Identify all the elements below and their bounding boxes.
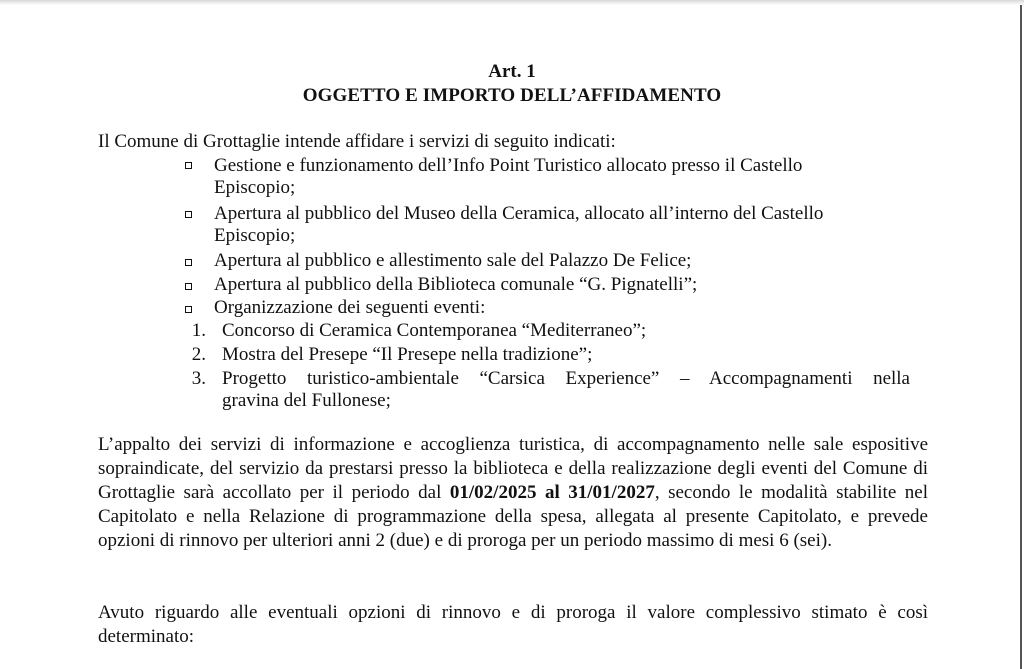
list-number: 1. bbox=[191, 320, 206, 341]
checkbox-bullet-icon bbox=[185, 283, 192, 290]
checkbox-bullet-icon bbox=[185, 259, 192, 266]
list-item: Organizzazione dei seguenti eventi: bbox=[214, 297, 486, 318]
list-item: Apertura al pubblico e allestimento sale del Palazzo De Felice; bbox=[214, 250, 692, 271]
intro-text: Il Comune di Grottaglie intende affidare i servizi di seguito indicati: bbox=[98, 131, 616, 152]
paragraph-estimated-value: Avuto riguardo alle eventuali opzioni di rinnovo e di proroga il valore complessivo stimato è così determinato: bbox=[98, 602, 928, 647]
list-item: Progetto turistico-ambientale “Carsica Experience” – Accompagnamenti nella gravina del Fullonese; bbox=[222, 368, 910, 411]
list-item: Concorso di Ceramica Contemporanea “Mediterraneo”; bbox=[222, 320, 647, 341]
checkbox-bullet-icon bbox=[185, 162, 192, 169]
list-item: Gestione e funzionamento dell’Info Point Turistico allocato presso il Castello Episcopio; bbox=[214, 155, 803, 198]
list-item: Apertura al pubblico della Biblioteca comunale “G. Pignatelli”; bbox=[214, 274, 698, 295]
period-dates: 01/02/2025 al 31/01/2027 bbox=[449, 482, 655, 503]
paragraph-award-period: L’appalto dei servizi di informazione e accoglienza turistica, di accompagnamento nelle sale espositive sopraindicate, del servizio da prestarsi presso la biblioteca e della realizzazione degli eventi del Comune di Grottaglie sarà accollato per il periodo dal 01/02/2025 al 31/01/2027, secondo le modalità stabilite nel Capitolato e nella Relazione di programmazione della spesa, allegata al presente Capitolato, e prevede opzioni di rinnovo per ulteriori anni 2 (due) e di proroga per un periodo massimo di mesi 6 (sei). bbox=[98, 434, 928, 551]
checkbox-bullet-icon bbox=[185, 211, 192, 218]
article-title: OGGETTO E IMPORTO DELL’AFFIDAMENTO bbox=[302, 85, 722, 106]
list-item: Mostra del Presepe “Il Presepe nella tradizione”; bbox=[222, 344, 593, 365]
list-number: 2. bbox=[191, 344, 206, 365]
list-item: Apertura al pubblico del Museo della Ceramica, allocato all’interno del Castello Episcopio; bbox=[214, 203, 824, 246]
article-number: Art. 1 bbox=[488, 61, 536, 82]
list-number: 3. bbox=[191, 368, 206, 389]
page-edge-shadow bbox=[0, 0, 1024, 5]
checkbox-bullet-icon bbox=[185, 306, 192, 313]
